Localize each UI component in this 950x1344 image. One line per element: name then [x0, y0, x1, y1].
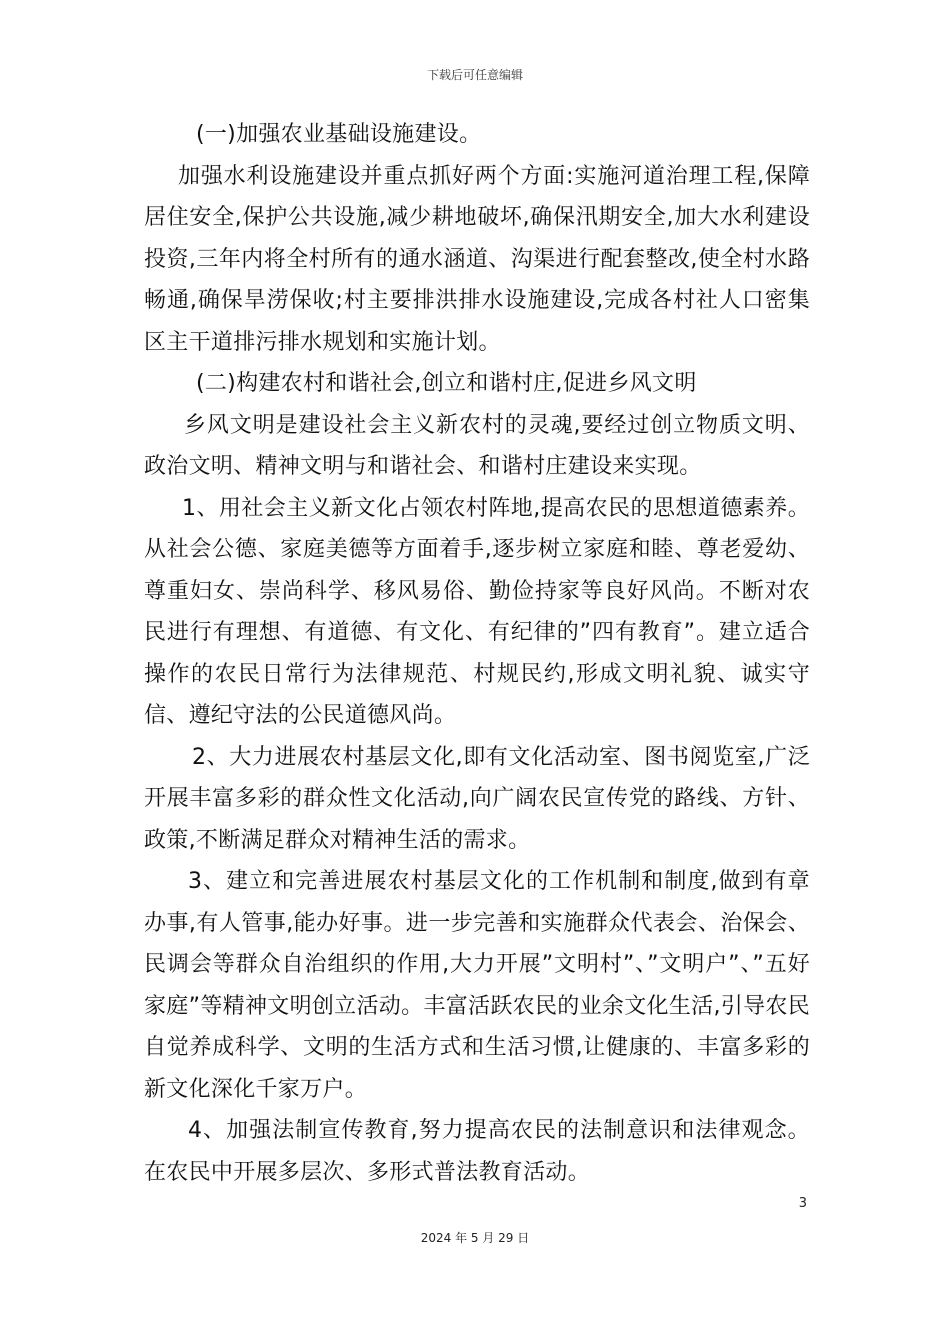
- list-item-1: 1、用社会主义新文化占领农村阵地,提高农民的思想道德素养。从社会公德、家庭美德等方面着手,逐步树立家庭和睦、尊老爱幼、尊重妇女、崇尚科学、移风易俗、勤俭持家等良好风尚。不断对农民进行有理想、有道德、有文化、有纪律的”四有教育”。建立适合操作的农民日常行为法律规范、村规民约,形成文明礼貌、诚实守信、遵纪守法的公民道德风尚。: [144, 495, 810, 728]
- page-number: 3: [798, 1196, 807, 1211]
- header-note: 下载后可任意编辑: [426, 68, 523, 82]
- list-item-3: 3、建立和完善进展农村基层文化的工作机制和制度,做到有章办事,有人管事,能办好事。进一步完善和实施群众代表会、治保会、民调会等群众自治组织的作用,大力开展”文明村”、”文明户”、”五好家庭”等精神文明创立活动。丰富活跃农民的业余文化生活,引导农民自觉养成科学、文明的生活方式和生活习惯,让健康的、丰富多彩的新文化深化千家万户。: [144, 869, 810, 1102]
- paragraph-rural-civilization: 乡风文明是建设社会主义新农村的灵魂,要经过创立物质文明、政治文明、精神文明与和谐社会、和谐村庄建设来实现。: [144, 412, 810, 479]
- footer-date: 2024 年 5 月 29 日: [420, 1231, 530, 1245]
- list-item-4: 4、加强法制宣传教育,努力提高农民的法制意识和法律观念。在农民中开展多层次、多形式普法教育活动。: [144, 1118, 810, 1185]
- list-item-2: 2、大力进展农村基层文化,即有文化活动室、图书阅览室,广泛开展丰富多彩的群众性文化活动,向广阔农民宣传党的路线、方针、政策,不断满足群众对精神生活的需求。: [144, 744, 810, 853]
- document-body: [144, 114, 810, 1193]
- section-heading-1: (一)加强农业基础设施建设。: [196, 122, 482, 147]
- paragraph-water-infrastructure: 加强水利设施建设并重点抓好两个方面:实施河道治理工程,保障居住安全,保护公共设施,减少耕地破坏,确保汛期安全,加大水利建设投资,三年内将全村所有的通水涵道、沟渠进行配套整改,使全村水路畅通,确保旱涝保收;村主要排洪排水设施建设,完成各村社人口密集区主干道排污排水规划和实施计划。: [144, 163, 810, 355]
- section-heading-2: (二)构建农村和谐社会,创立和谐村庄,促进乡风文明: [196, 371, 697, 396]
